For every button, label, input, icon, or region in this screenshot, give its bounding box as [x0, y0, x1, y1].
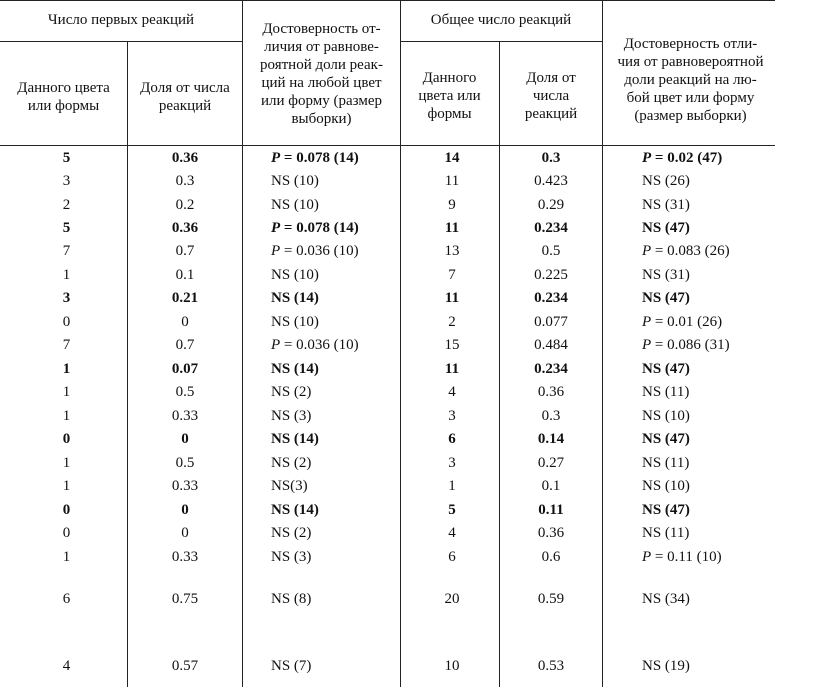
cell-value: = 0.083 (26) [651, 243, 730, 259]
table-cell-c2 [128, 266, 242, 284]
cell-value: 1 [448, 478, 456, 494]
table-cell-c1 [0, 477, 133, 495]
table-cell-c6 [642, 196, 777, 214]
cell-value: 3 [62, 173, 71, 189]
cell-value: 0.07 [171, 361, 199, 377]
table-cell-c4 [400, 501, 504, 519]
table-cell-c5 [500, 149, 602, 167]
table-cell-c6 [642, 149, 777, 167]
table-cell-c6 [642, 477, 777, 495]
cell-value: NS (19) [642, 658, 690, 674]
cell-value: 0.5 [541, 243, 561, 259]
table-cell-c5 [500, 548, 602, 566]
cell-value: = 0.078 (14) [280, 220, 359, 236]
cell-value: 0.077 [534, 314, 568, 330]
cell-value: = 0.078 (14) [280, 150, 359, 166]
cell-value: 1 [62, 455, 71, 471]
p-symbol: P [271, 220, 281, 236]
table-cell-c4 [400, 454, 504, 472]
cell-value: 0.7 [175, 243, 195, 259]
header-first-reactions: Число первых реакций [47, 12, 195, 28]
table-cell-c6 [642, 407, 777, 425]
table-cell-c1 [0, 289, 133, 307]
table-cell-c5 [500, 477, 602, 495]
table-cell-c6 [642, 336, 777, 354]
cell-value: 0 [62, 314, 71, 330]
table-cell-c3 [271, 657, 396, 675]
cell-value: 0.29 [537, 197, 565, 213]
table-cell-c5 [500, 313, 602, 331]
table-cell-c5 [500, 430, 602, 448]
cell-value: = 0.11 (10) [651, 549, 722, 565]
cell-value: 11 [444, 220, 460, 236]
cell-value: NS (3) [271, 408, 312, 424]
cell-value: 0.14 [537, 431, 565, 447]
cell-value: 1 [62, 408, 71, 424]
cell-value: NS (10) [271, 267, 319, 283]
cell-value: 11 [444, 361, 460, 377]
cell-value: 1 [62, 361, 71, 377]
table-cell-c4 [400, 360, 504, 378]
cell-value: NS (10) [271, 197, 319, 213]
table-cell-c5 [500, 219, 602, 237]
table-cell-c1 [0, 242, 133, 260]
table-cell-c5 [500, 172, 602, 190]
cell-value: NS (2) [271, 525, 312, 541]
table-cell-c3 [271, 524, 396, 542]
table-cell-c4 [400, 524, 504, 542]
cell-value: 0.484 [534, 337, 568, 353]
cell-value: 13 [444, 243, 460, 259]
table-cell-c1 [0, 548, 133, 566]
cell-value: 0.1 [541, 478, 561, 494]
cell-value: 9 [448, 197, 456, 213]
cell-value: 11 [444, 290, 460, 306]
cell-value: 1 [62, 267, 71, 283]
cell-value: 0.234 [534, 220, 568, 236]
table-cell-c4 [400, 407, 504, 425]
table-cell-c6 [642, 242, 777, 260]
table-cell-c1 [0, 407, 133, 425]
cell-value: 0.11 [538, 502, 564, 518]
table-cell-c2 [128, 501, 242, 519]
cell-value: = 0.01 (26) [651, 314, 723, 330]
header-total-reactions: Общее число реакций [430, 12, 572, 28]
cell-value: 0.3 [541, 408, 561, 424]
table-cell-c2 [128, 590, 242, 608]
table-cell-c3 [271, 196, 396, 214]
cell-value: 0.2 [175, 197, 195, 213]
table-cell-c5 [500, 289, 602, 307]
cell-value: = 0.036 (10) [280, 243, 359, 259]
table-cell-c3 [271, 266, 396, 284]
p-symbol: P [271, 150, 281, 166]
table-cell-c5 [500, 360, 602, 378]
cell-value: NS (26) [642, 173, 690, 189]
table-cell-c1 [0, 454, 133, 472]
table-cell-c1 [0, 219, 133, 237]
table-cell-c5 [500, 590, 602, 608]
cell-value: NS (11) [642, 384, 690, 400]
table-cell-c3 [271, 313, 396, 331]
p-symbol: P [642, 549, 652, 565]
table-cell-c3 [271, 219, 396, 237]
table-cell-c4 [400, 590, 504, 608]
cell-value: 7 [448, 267, 456, 283]
cell-value: 0.5 [175, 455, 195, 471]
cell-value: 0.423 [534, 173, 568, 189]
cell-value: 1 [62, 549, 71, 565]
group-rule [0, 41, 242, 42]
cell-value: NS(3) [271, 478, 308, 494]
table-cell-c6 [642, 219, 777, 237]
table-cell-c4 [400, 336, 504, 354]
table-cell-c1 [0, 149, 133, 167]
cell-value: NS (31) [642, 267, 690, 283]
table-cell-c3 [271, 501, 396, 519]
table-cell-c6 [642, 172, 777, 190]
cell-value: 4 [62, 658, 71, 674]
table-cell-c5 [500, 196, 602, 214]
table-cell-c6 [642, 590, 777, 608]
cell-value: 0.234 [534, 361, 568, 377]
cell-value: 2 [448, 314, 456, 330]
cell-value: 10 [444, 658, 460, 674]
cell-value: NS (2) [271, 384, 312, 400]
p-symbol: P [642, 243, 652, 259]
table-cell-c4 [400, 657, 504, 675]
table-cell-c2 [128, 383, 242, 401]
p-symbol: P [642, 150, 652, 166]
table-cell-c5 [500, 454, 602, 472]
header-total-count: Данного цвета или формы [418, 70, 481, 122]
cell-value: NS (11) [642, 455, 690, 471]
cell-value: NS (14) [271, 361, 319, 377]
cell-value: 0.33 [171, 478, 199, 494]
cell-value: 5 [62, 220, 71, 236]
cell-value: 6 [448, 549, 456, 565]
cell-value: NS (14) [271, 431, 319, 447]
table-cell-c5 [500, 266, 602, 284]
cell-value: 14 [444, 150, 460, 166]
table-cell-c3 [271, 360, 396, 378]
cell-value: 0 [62, 502, 71, 518]
cell-value: 0.225 [534, 267, 568, 283]
table-cell-c2 [128, 336, 242, 354]
table-cell-c4 [400, 313, 504, 331]
p-symbol: P [271, 243, 281, 259]
cell-value: 0.33 [171, 549, 199, 565]
cell-value: NS (47) [642, 431, 690, 447]
table-cell-c1 [0, 196, 133, 214]
table-cell-c3 [271, 242, 396, 260]
cell-value: 6 [62, 591, 71, 607]
table-cell-c5 [500, 657, 602, 675]
cell-value: 1 [62, 384, 71, 400]
cell-value: 5 [62, 150, 71, 166]
table-cell-c1 [0, 501, 133, 519]
cell-value: 0.33 [171, 408, 199, 424]
cell-value: 0.5 [175, 384, 195, 400]
table-cell-c5 [500, 524, 602, 542]
table-cell-c2 [128, 360, 242, 378]
table-cell-c3 [271, 172, 396, 190]
cell-value: 20 [444, 591, 460, 607]
cell-value: 7 [62, 337, 71, 353]
p-symbol: P [642, 314, 652, 330]
cell-value: 11 [444, 173, 460, 189]
cell-value: NS (47) [642, 361, 690, 377]
table-cell-c6 [642, 454, 777, 472]
table-cell-c5 [500, 407, 602, 425]
cell-value: 0.59 [537, 591, 565, 607]
table-cell-c3 [271, 336, 396, 354]
table-cell-c3 [271, 383, 396, 401]
table-cell-c3 [271, 407, 396, 425]
cell-value: NS (7) [271, 658, 312, 674]
table-cell-c2 [128, 242, 242, 260]
table-cell-c2 [128, 196, 242, 214]
p-symbol: P [642, 337, 652, 353]
table-cell-c2 [128, 524, 242, 542]
table-cell-c4 [400, 266, 504, 284]
cell-value: 3 [62, 290, 71, 306]
header-first-significance: Достоверность от- личия от равнове- роятной доли реак- ций на любой цвет или форму (размер выборки) [260, 21, 383, 127]
cell-value: 5 [448, 502, 456, 518]
cell-value: 0.1 [175, 267, 195, 283]
table-cell-c5 [500, 501, 602, 519]
cell-value: 0.3 [541, 150, 561, 166]
cell-value: = 0.02 (47) [651, 150, 723, 166]
cell-value: 0.27 [537, 455, 565, 471]
cell-value: 0.3 [175, 173, 195, 189]
cell-value: NS (31) [642, 197, 690, 213]
table-cell-c6 [642, 657, 777, 675]
cell-value: = 0.036 (10) [280, 337, 359, 353]
cell-value: NS (10) [642, 478, 690, 494]
table-cell-c4 [400, 196, 504, 214]
cell-value: NS (14) [271, 502, 319, 518]
cell-value: NS (10) [642, 408, 690, 424]
table-cell-c6 [642, 289, 777, 307]
table-cell-c2 [128, 548, 242, 566]
cell-value: 0.36 [537, 525, 565, 541]
cell-value: 0.234 [534, 290, 568, 306]
table-cell-c2 [128, 657, 242, 675]
table-cell-c1 [0, 383, 133, 401]
table-cell-c2 [128, 454, 242, 472]
cell-value: 4 [448, 384, 456, 400]
table-cell-c2 [128, 289, 242, 307]
table-cell-c6 [642, 430, 777, 448]
table-cell-c5 [500, 336, 602, 354]
table-cell-c2 [128, 313, 242, 331]
table-cell-c3 [271, 548, 396, 566]
table-cell-c4 [400, 149, 504, 167]
table-cell-c3 [271, 454, 396, 472]
cell-value: NS (2) [271, 455, 312, 471]
cell-value: NS (14) [271, 290, 319, 306]
header-total-significance: Достоверность отли- чия от равновероятной доли реакций на лю- бой цвет или форму (размер выборки) [617, 36, 764, 124]
cell-value: NS (3) [271, 549, 312, 565]
table-cell-c2 [128, 149, 242, 167]
cell-value: NS (47) [642, 502, 690, 518]
table-cell-c4 [400, 383, 504, 401]
cell-value: 0 [181, 314, 189, 330]
table-cell-c1 [0, 313, 133, 331]
table-cell-c3 [271, 477, 396, 495]
cell-value: 7 [62, 243, 71, 259]
table-cell-c2 [128, 477, 242, 495]
cell-value: 0 [181, 502, 189, 518]
cell-value: 1 [62, 478, 71, 494]
table-cell-c6 [642, 548, 777, 566]
cell-value: NS (47) [642, 290, 690, 306]
header-bottom-rule [0, 145, 775, 146]
table-cell-c4 [400, 430, 504, 448]
cell-value: 0 [181, 525, 189, 541]
cell-value: 0.57 [171, 658, 199, 674]
table-cell-c2 [128, 430, 242, 448]
table-cell-c3 [271, 430, 396, 448]
cell-value: 0.7 [175, 337, 195, 353]
header-first-count: Данного цвета или формы [17, 80, 110, 114]
cell-value: 15 [444, 337, 460, 353]
table-cell-c3 [271, 289, 396, 307]
table-cell-c4 [400, 219, 504, 237]
cell-value: = 0.086 (31) [651, 337, 730, 353]
table-cell-c6 [642, 360, 777, 378]
cell-value: 6 [448, 431, 456, 447]
table-cell-c1 [0, 336, 133, 354]
table-cell-c6 [642, 501, 777, 519]
cell-value: 0.36 [537, 384, 565, 400]
cell-value: 2 [62, 197, 71, 213]
cell-value: NS (10) [271, 173, 319, 189]
table-cell-c2 [128, 219, 242, 237]
table-cell-c4 [400, 242, 504, 260]
header-first-share: Доля от числа реакций [140, 80, 230, 114]
cell-value: NS (11) [642, 525, 690, 541]
table-cell-c6 [642, 383, 777, 401]
cell-value: 0 [181, 431, 189, 447]
group-rule [400, 41, 602, 42]
cell-value: NS (10) [271, 314, 319, 330]
table-cell-c4 [400, 477, 504, 495]
header-rule [0, 0, 775, 1]
cell-value: 3 [448, 455, 456, 471]
cell-value: NS (8) [271, 591, 312, 607]
header-total-share: Доля от числа реакций [524, 70, 578, 122]
p-symbol: P [271, 337, 281, 353]
cell-value: 0.36 [171, 220, 199, 236]
cell-value: 0.75 [171, 591, 199, 607]
table-cell-c5 [500, 383, 602, 401]
table-cell-c1 [0, 430, 133, 448]
table-cell-c6 [642, 524, 777, 542]
table-cell-c2 [128, 407, 242, 425]
table-cell-c6 [642, 313, 777, 331]
cell-value: NS (47) [642, 220, 690, 236]
table-cell-c1 [0, 360, 133, 378]
cell-value: 0.53 [537, 658, 565, 674]
table-cell-c1 [0, 590, 133, 608]
table-cell-c4 [400, 172, 504, 190]
table-cell-c5 [500, 242, 602, 260]
cell-value: NS (34) [642, 591, 690, 607]
table-cell-c1 [0, 172, 133, 190]
table-cell-c6 [642, 266, 777, 284]
cell-value: 0.36 [171, 150, 199, 166]
table-cell-c1 [0, 657, 133, 675]
table-cell-c3 [271, 590, 396, 608]
table-cell-c2 [128, 172, 242, 190]
table-cell-c4 [400, 289, 504, 307]
cell-value: 0.6 [541, 549, 561, 565]
table-cell-c3 [271, 149, 396, 167]
table-cell-c4 [400, 548, 504, 566]
cell-value: 4 [448, 525, 456, 541]
cell-value: 3 [448, 408, 456, 424]
cell-value: 0.21 [171, 290, 199, 306]
table-cell-c1 [0, 524, 133, 542]
cell-value: 0 [62, 431, 71, 447]
table-cell-c1 [0, 266, 133, 284]
cell-value: 0 [62, 525, 71, 541]
